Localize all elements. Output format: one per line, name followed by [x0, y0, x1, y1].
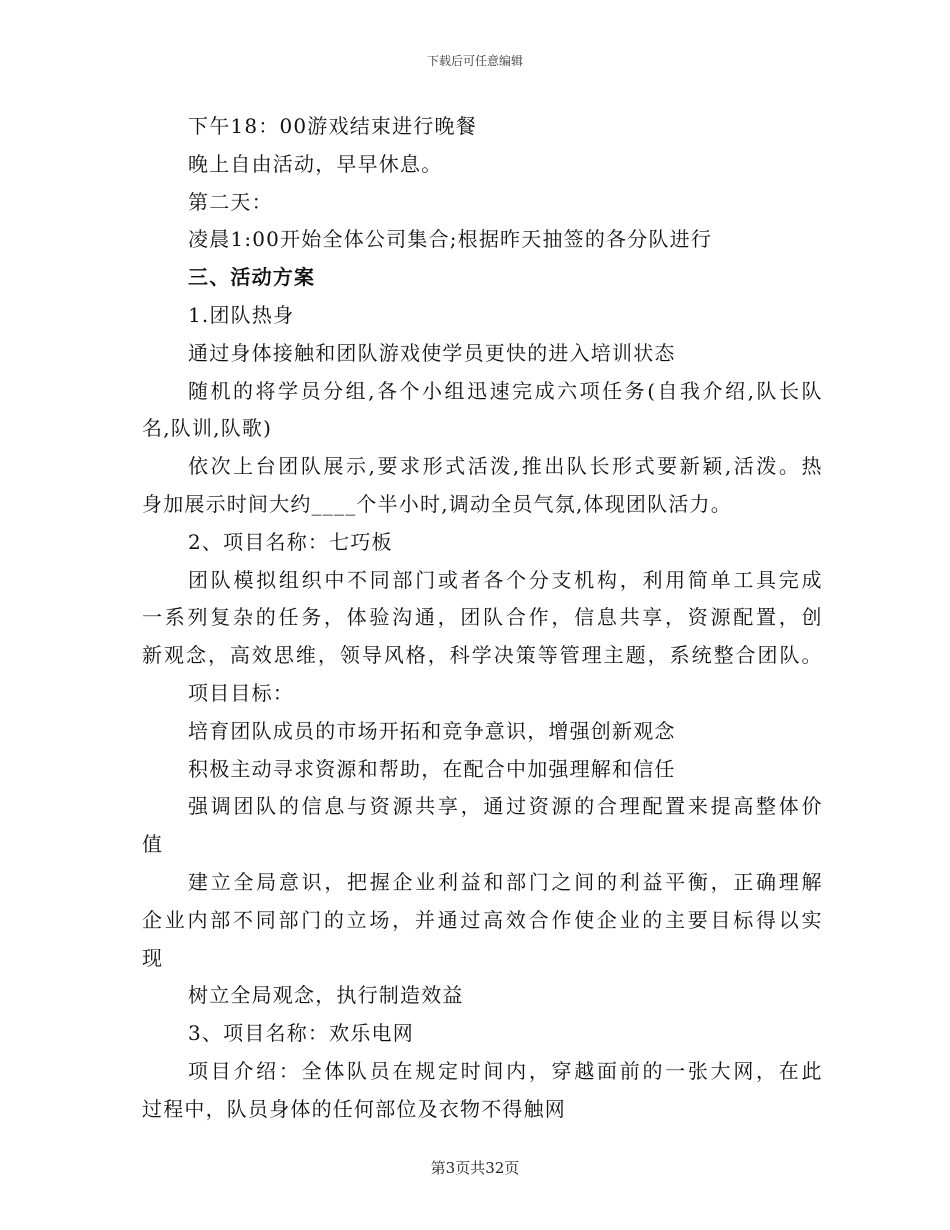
page-header: 下载后可任意编辑	[426, 54, 523, 68]
paragraph-line: 建立全局意识，把握企业利益和部门之间的利益平衡，正确理解	[188, 869, 822, 894]
paragraph-line: 项目介绍：全体队员在规定时间内，穿越面前的一张大网，在此	[188, 1058, 822, 1083]
paragraph-line: 积极主动寻求资源和帮助，在配合中加强理解和信任	[188, 756, 676, 781]
subsection-heading: 2、项目名称：七巧板	[188, 529, 393, 554]
paragraph-line: 企业内部不同部门的立场，并通过高效合作使企业的主要目标得以实	[142, 907, 822, 932]
paragraph-line: 凌晨1:00开始全体公司集合;根据昨天抽签的各分队进行	[188, 227, 713, 252]
paragraph-line: 第二天：	[188, 189, 273, 214]
paragraph-line: 新观念，高效思维，领导风格，科学决策等管理主题，系统整合团队。	[142, 643, 822, 668]
paragraph-line: 团队模拟组织中不同部门或者各个分支机构，利用简单工具完成	[188, 567, 822, 592]
document-body	[142, 108, 822, 1129]
page-footer: 第3页共32页	[430, 1159, 520, 1177]
subsection-heading: 3、项目名称：欢乐电网	[188, 1021, 414, 1046]
paragraph-line: 过程中，队员身体的任何部位及衣物不得触网	[142, 1096, 566, 1121]
paragraph-line: 现	[142, 945, 164, 970]
paragraph-line: 随机的将学员分组,各个小组迅速完成六项任务(自我介绍,队长队	[188, 378, 822, 403]
paragraph-line: 值	[142, 832, 164, 857]
paragraph-line: 通过身体接触和团队游戏使学员更快的进入培训状态	[188, 340, 676, 365]
paragraph-line: 名,队训,队歌)	[142, 416, 273, 441]
paragraph-line: 树立全局观念，执行制造效益	[188, 983, 464, 1008]
paragraph-line: 强调团队的信息与资源共享，通过资源的合理配置来提高整体价	[188, 794, 822, 819]
paragraph-line: 培育团队成员的市场开拓和竞争意识，增强创新观念	[188, 718, 676, 743]
section-heading: 三、活动方案	[188, 265, 316, 290]
paragraph-line: 晚上自由活动，早早休息。	[188, 151, 443, 176]
subsection-heading: 1.团队热身	[188, 302, 295, 327]
paragraph-line: 身加展示时间大约____个半小时,调动全员气氛,体现团队活力。	[142, 491, 732, 516]
paragraph-line: 项目目标：	[188, 680, 294, 705]
paragraph-line: 一系列复杂的任务，体验沟通，团队合作，信息共享，资源配置，创	[142, 605, 822, 630]
paragraph-line: 依次上台团队展示,要求形式活泼,推出队长形式要新颖,活泼。热	[188, 454, 822, 479]
paragraph-line: 下午18：00游戏结束进行晚餐	[188, 114, 477, 138]
